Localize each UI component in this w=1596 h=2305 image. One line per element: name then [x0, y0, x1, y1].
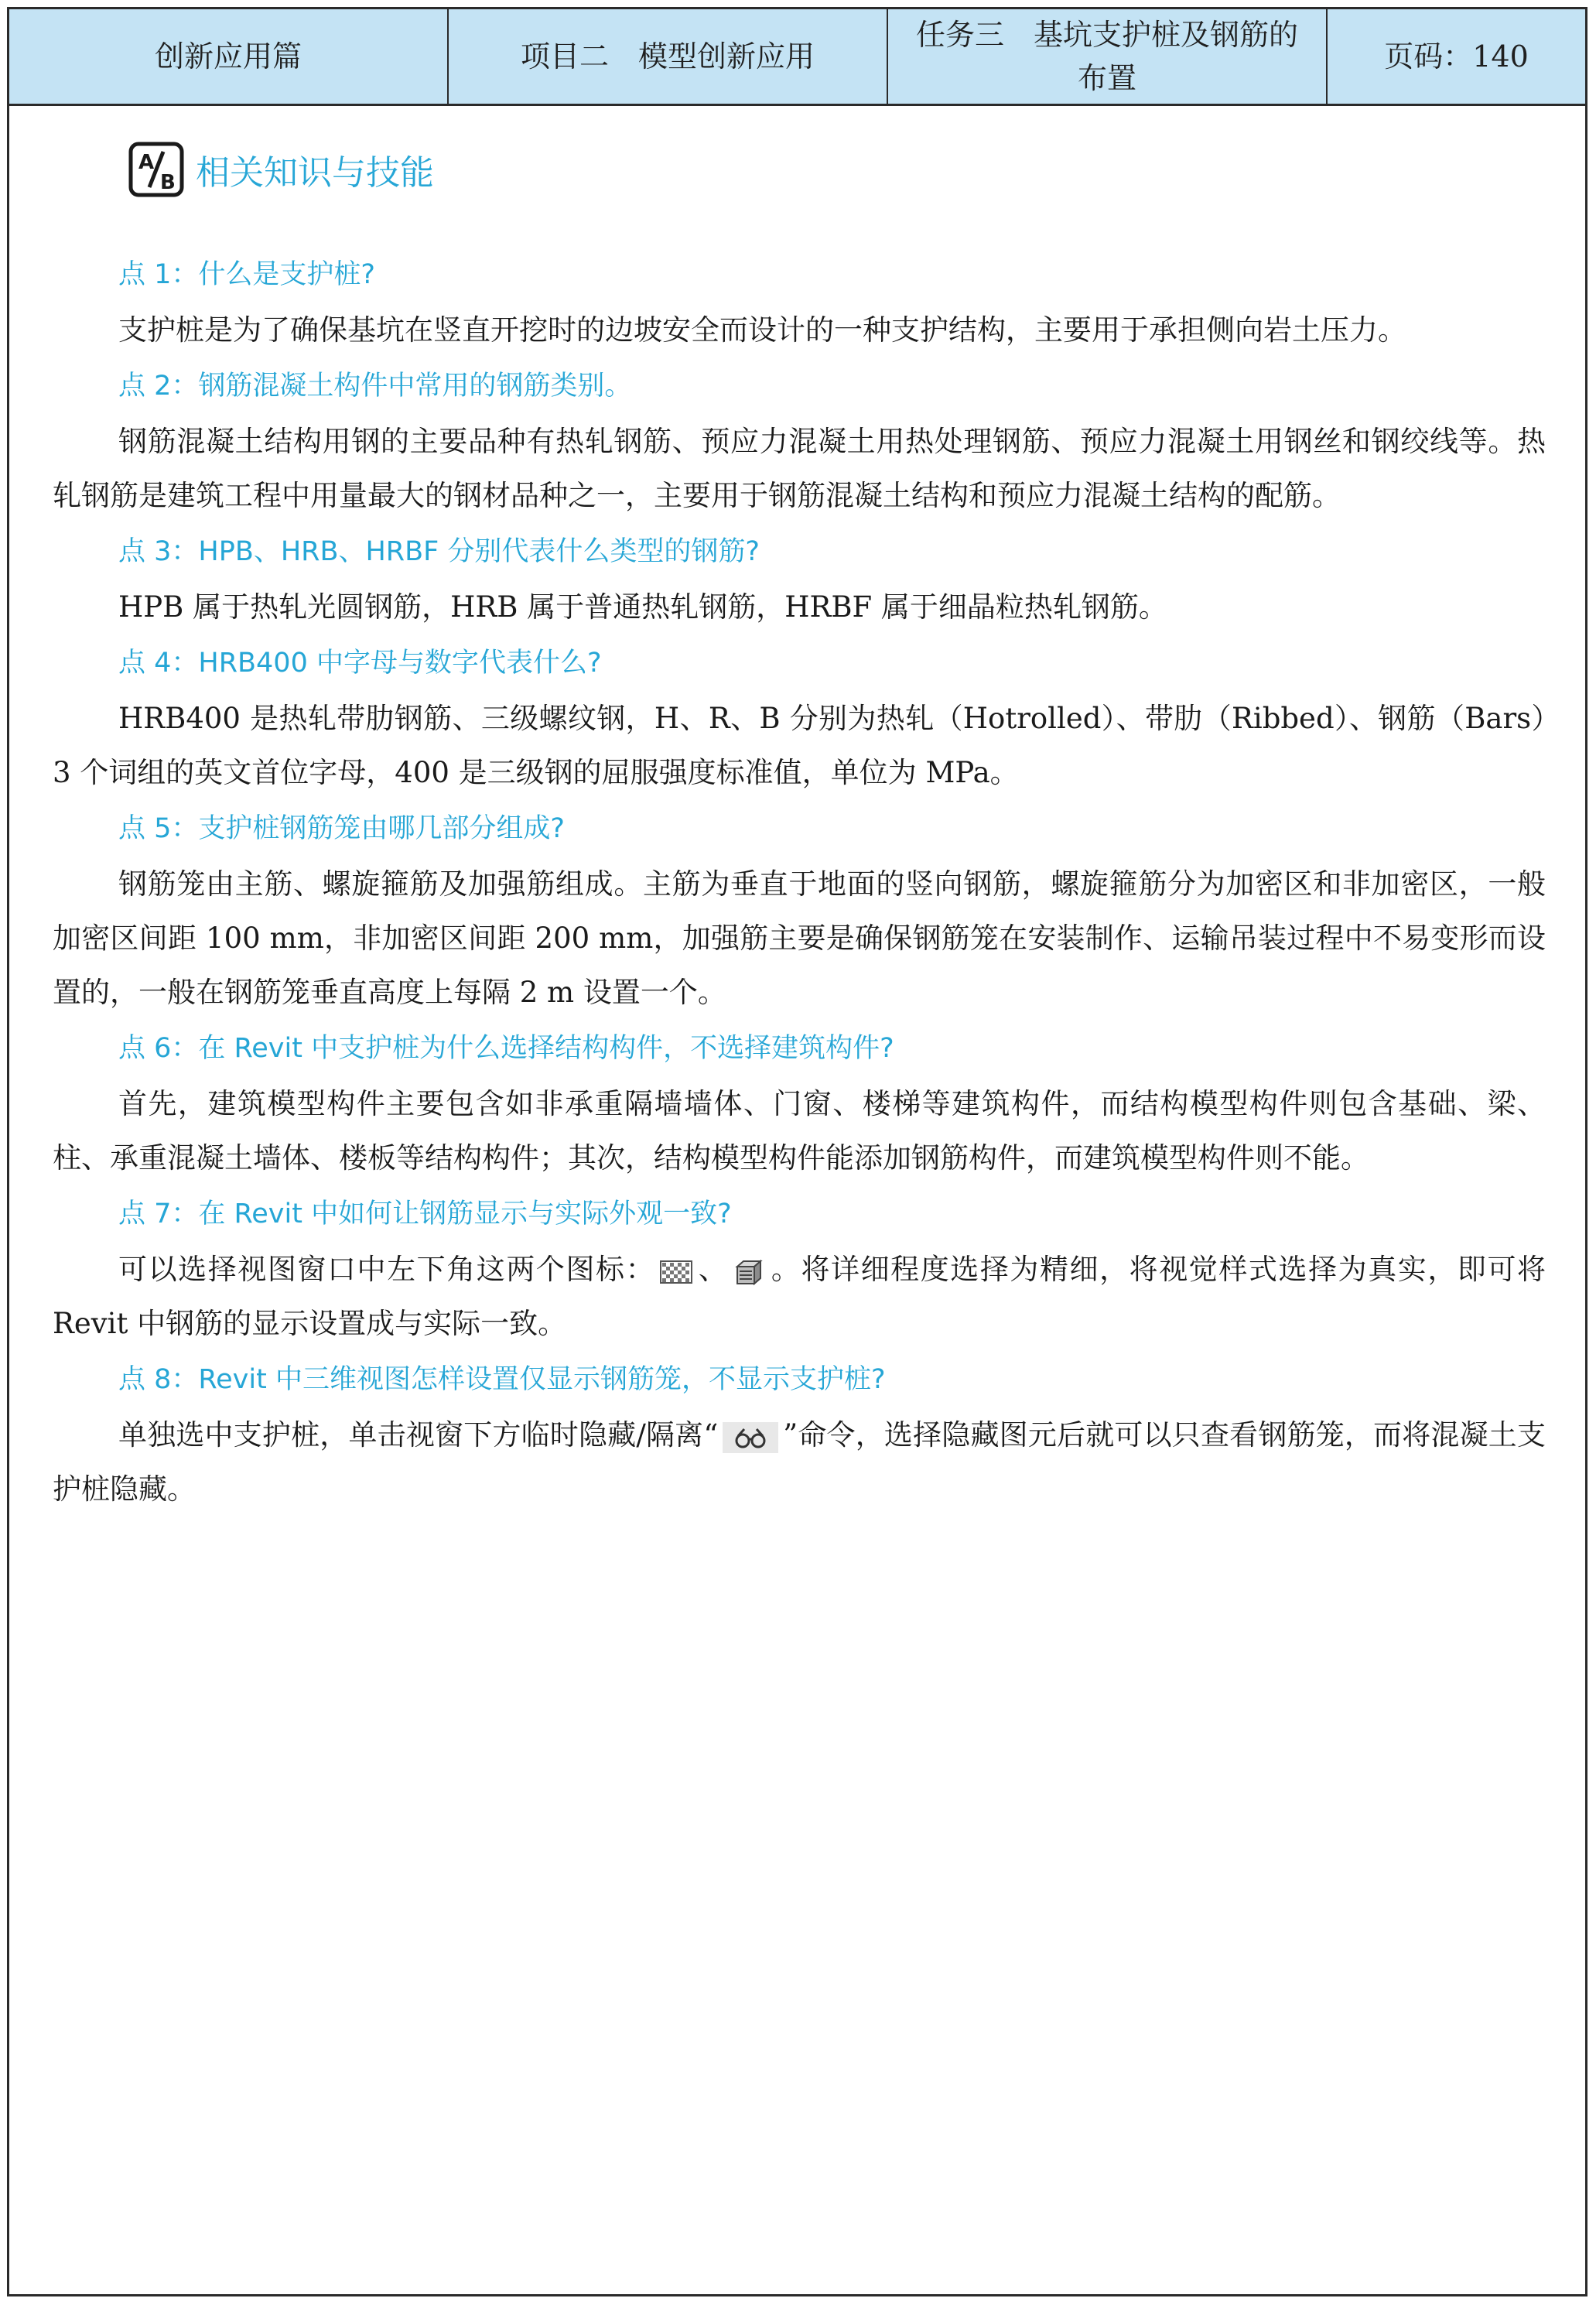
- point-paragraph: [53, 1408, 1546, 1517]
- point-paragraph: 首先，建筑模型构件主要包含如非承重隔墙墙体、门窗、楼梯等建筑构件，而结构模型构件则包含基础、梁、柱、承重混凝土墙体、楼板等结构构件；其次，结构模型构件能添加钢筋构件，而建筑模型构件则不能。: [53, 1087, 1546, 1175]
- p7-text-a: 可以选择视图窗口中左下角这两个图标：: [118, 1253, 656, 1286]
- point-heading: 点 5：支护桩钢筋笼由哪几部分组成?: [118, 813, 565, 844]
- header-page-number: 页码：140: [1384, 39, 1529, 74]
- knowledge-content: [53, 246, 1546, 1517]
- p8-text-a: 单独选中支护桩，单击视窗下方临时隐藏/隔离“: [118, 1418, 719, 1452]
- point-heading: 点 6：在 Revit 中支护桩为什么选择结构构件，不选择建筑构件?: [118, 1033, 894, 1064]
- detail-level-icon: [658, 1257, 694, 1287]
- point-paragraph: HRB400 是热轧带肋钢筋、三级螺纹钢，H、R、B 分别为热轧（Hotrolled）、带肋（Ribbed）、钢筋（Bars）3 个词组的英文首位字母，400 是三级钢的屈服强度标准值，单位为 MPa。: [53, 702, 1546, 789]
- point-heading: 点 2：钢筋混凝土构件中常用的钢筋类别。: [118, 371, 632, 402]
- point-paragraph: 支护桩是为了确保基坑在竖直开挖时的边坡安全而设计的一种支护结构，主要用于承担侧向岩土压力。: [118, 313, 1406, 347]
- svg-text:B: B: [160, 171, 176, 194]
- p8-text-b: ”命令，选择隐藏图元后就可以只查看钢筋笼，而将混凝土支护桩隐藏。: [53, 1418, 1546, 1506]
- point-paragraph: 钢筋笼由主筋、螺旋箍筋及加强筋组成。主筋为垂直于地面的竖向钢筋，螺旋箍筋分为加密区和非加密区，一般加密区间距 100 mm，非加密区间距 200 mm，加强筋主要是确保钢筋笼在安装制作、运输吊装过程中不易变形而设置的，一般在钢筋笼垂直高度上每隔 2 m 设置一个。: [53, 867, 1546, 1009]
- glasses-icon: [723, 1422, 778, 1453]
- header-section: 创新应用篇: [9, 9, 449, 104]
- page-header: [7, 7, 1587, 106]
- point-paragraph: HPB 属于热轧光圆钢筋，HRB 属于普通热轧钢筋，HRBF 属于细晶粒热轧钢筋。: [118, 590, 1167, 624]
- section-title: 相关知识与技能: [196, 153, 434, 193]
- point-heading: 点 4：HRB400 中字母与数字代表什么?: [118, 648, 602, 679]
- p7-text-b: 。将详细程度选择为精细，将视觉样式选择为真实，即可将 Revit 中钢筋的显示设置成与实际一致。: [53, 1253, 1546, 1340]
- point-heading: 点 1：什么是支护桩?: [118, 259, 375, 290]
- header-task: 任务三 基坑支护桩及钢筋的布置: [888, 9, 1328, 104]
- svg-text:A: A: [138, 151, 155, 174]
- point-paragraph: 钢筋混凝土结构用钢的主要品种有热轧钢筋、预应力混凝土用热处理钢筋、预应力混凝土用钢丝和钢绞线等。热轧钢筋是建筑工程中用量最大的钢材品种之一，主要用于钢筋混凝土结构和预应力混凝土结构的配筋。: [53, 425, 1546, 512]
- section-heading: [128, 139, 434, 200]
- point-paragraph: [53, 1243, 1546, 1351]
- ab-knowledge-icon: [128, 141, 185, 198]
- point-heading: 点 8：Revit 中三维视图怎样设置仅显示钢筋笼，不显示支护桩?: [118, 1364, 886, 1395]
- p7-separator: 、: [697, 1253, 729, 1286]
- point-heading: 点 7：在 Revit 中如何让钢筋显示与实际外观一致?: [118, 1199, 732, 1229]
- point-heading: 点 3：HPB、HRB、HRBF 分别代表什么类型的钢筋?: [118, 536, 760, 567]
- visual-style-icon: [731, 1257, 767, 1287]
- header-project: 项目二 模型创新应用: [449, 9, 888, 104]
